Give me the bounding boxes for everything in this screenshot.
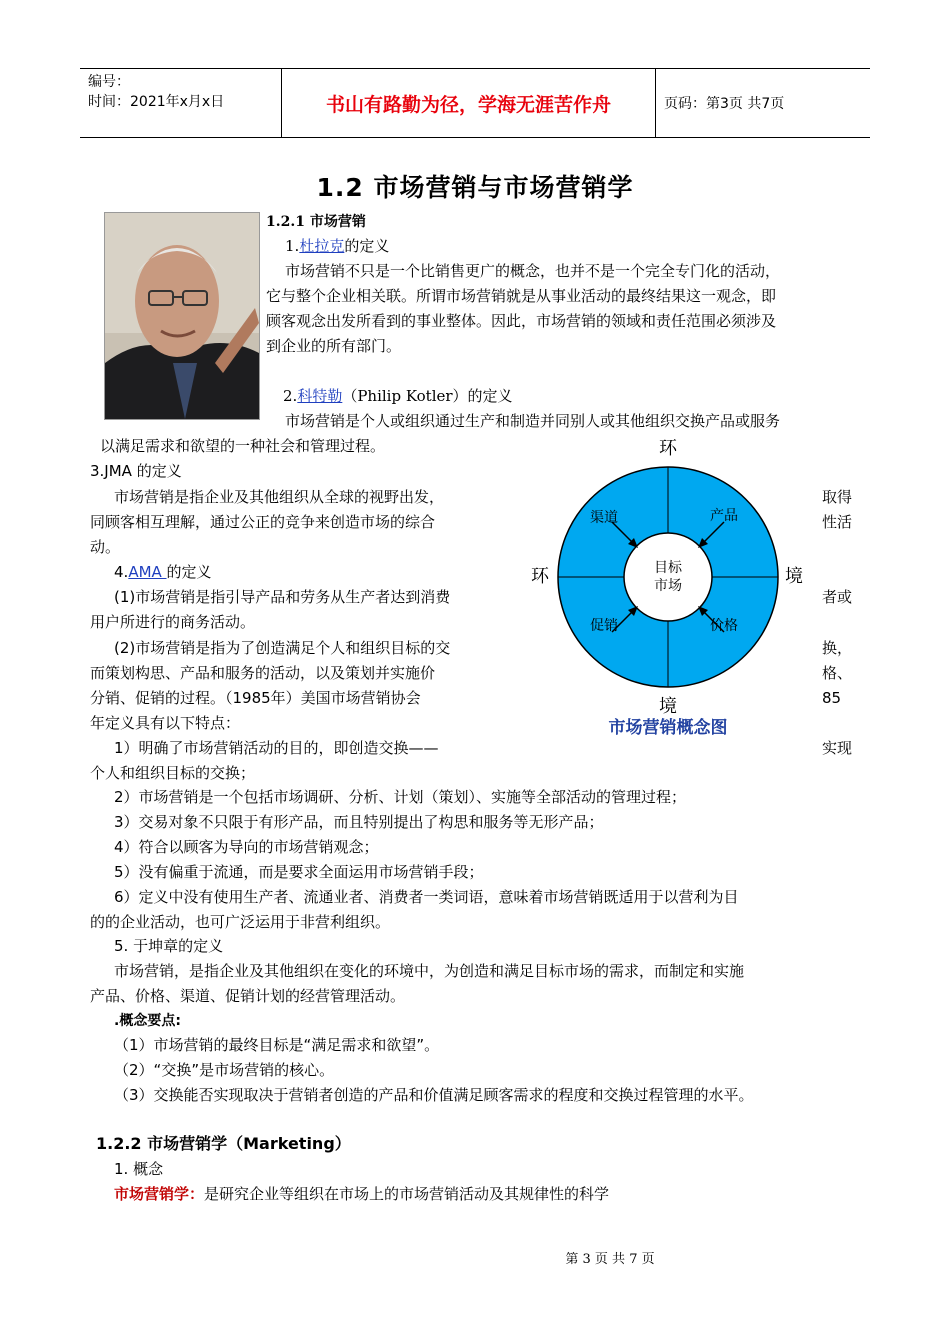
key-point: （3）交换能否实现取决于营销者创造的产品和价值满足顾客需求的程度和交换过程管理的水平。 bbox=[114, 1086, 754, 1104]
def3-right-fragment: 取得 bbox=[822, 488, 853, 506]
def4-right-fragment: 实现 bbox=[822, 739, 853, 757]
def3-line: 动。 bbox=[90, 538, 121, 556]
def2-heading: 2.科特勒（Philip Kotler）的定义 bbox=[283, 387, 513, 405]
feature-item: 6）定义中没有使用生产者、流通业者、消费者一类词语，意味着市场营销既适用于以营利为目 bbox=[114, 888, 739, 906]
key-points-heading: .概念要点: bbox=[114, 1013, 181, 1029]
def3-right-fragment: 性活 bbox=[822, 513, 853, 531]
def2-line: 市场营销是个人或组织通过生产和制造并同别人或其他组织交换产品或服务 bbox=[285, 412, 781, 430]
term-label: 市场营销学： bbox=[114, 1185, 205, 1203]
feature-item: 5）没有偏重于流通，而是要求全面运用市场营销手段； bbox=[114, 863, 484, 881]
section-heading-122: 1.2.2 市场营销学（Marketing） bbox=[96, 1134, 351, 1153]
marketing-science-definition: 市场营销学：是研究企业等组织在市场上的市场营销活动及其规律性的科学 bbox=[114, 1185, 610, 1203]
page-footer: 第 3 页 共 7 页 bbox=[565, 1252, 655, 1267]
time-label: 时间：2021年x月x日 bbox=[88, 94, 225, 110]
key-point: （2）“交换”是市场营销的核心。 bbox=[114, 1061, 335, 1079]
def3-line: 市场营销是指企业及其他组织从全球的视野出发， bbox=[114, 488, 445, 506]
def5-heading: 5. 于坤章的定义 bbox=[114, 937, 224, 955]
header-left-cell bbox=[80, 69, 282, 137]
feature-item: 4）符合以顾客为导向的市场营销观念； bbox=[114, 838, 379, 856]
def4-line: 分销、促销的过程。（1985年）美国市场营销协会 bbox=[90, 689, 421, 707]
def4-right-fragment: 85 bbox=[822, 689, 842, 707]
diagram-caption: 市场营销概念图 bbox=[608, 718, 728, 738]
def4-heading: 4.AMA 的定义 bbox=[114, 563, 212, 581]
header-motto: 书山有路勤为径，学海无涯苦作舟 bbox=[282, 69, 656, 137]
quadrant-channel: 渠道 bbox=[590, 510, 618, 526]
def4-right-fragment: 者或 bbox=[822, 588, 853, 606]
def4-line: (1)市场营销是指引导产品和劳务从生产者达到消费 bbox=[114, 588, 451, 606]
def3-line: 同顾客相互理解，通过公正的竞争来创造市场的综合 bbox=[90, 513, 436, 531]
concept-item: 1. 概念 bbox=[114, 1160, 164, 1178]
env-label-right: 境 bbox=[785, 566, 803, 587]
center-label-2: 市场 bbox=[654, 578, 682, 594]
quadrant-price: 价格 bbox=[710, 618, 738, 634]
def1-line: 它与整个企业相关联。所谓市场营销就是从事业活动的最终结果这一观念，即 bbox=[266, 287, 777, 305]
feature-item: 3）交易对象不只限于有形产品，而且特别提出了构思和服务等无形产品； bbox=[114, 813, 604, 831]
def1-line: 到企业的所有部门。 bbox=[266, 337, 402, 355]
def5-line: 产品、价格、渠道、促销计划的经营管理活动。 bbox=[90, 987, 406, 1005]
quadrant-promotion: 促销 bbox=[590, 618, 618, 634]
center-label-1: 目标 bbox=[654, 560, 682, 576]
def3-heading: 3.JMA 的定义 bbox=[90, 462, 182, 480]
def4-line: (2)市场营销是指为了创造满足个人和组织目标的交 bbox=[114, 639, 451, 657]
def4-right-fragment: 换， bbox=[822, 639, 853, 657]
def2-line: 以满足需求和欲望的一种社会和管理过程。 bbox=[100, 437, 386, 455]
kotler-link[interactable]: 科特勒 bbox=[297, 387, 343, 405]
quadrant-product: 产品 bbox=[710, 508, 738, 524]
env-label-bottom: 境 bbox=[659, 696, 677, 717]
marketing-concept-diagram bbox=[526, 432, 810, 744]
def4-right-fragment: 格、 bbox=[822, 664, 853, 682]
def4-line: 个人和组织目标的交换； bbox=[90, 764, 256, 782]
feature-item: 的的企业活动，也可广泛运用于非营利组织。 bbox=[90, 913, 391, 931]
drucker-link[interactable]: 杜拉克 bbox=[299, 237, 345, 255]
ama-link[interactable]: AMA bbox=[128, 563, 167, 581]
def5-line: 市场营销，是指企业及其他组织在变化的环境中，为创造和满足目标市场的需求，而制定和实施 bbox=[114, 962, 745, 980]
def4-line: 而策划构思、产品和服务的活动，以及策划并实施价 bbox=[90, 664, 436, 682]
def4-line: 用户所进行的商务活动。 bbox=[90, 613, 256, 631]
def1-line: 市场营销不只是一个比销售更广的概念，也并不是一个完全专门化的活动， bbox=[285, 262, 781, 280]
number-label: 编号： bbox=[88, 74, 130, 90]
page-title: 1.2 市场营销与市场营销学 bbox=[316, 173, 634, 202]
feature-item: 2）市场营销是一个包括市场调研、分析、计划（策划）、实施等全部活动的管理过程； bbox=[114, 788, 687, 806]
def4-line: 年定义具有以下特点： bbox=[90, 714, 241, 732]
env-label-top: 环 bbox=[659, 438, 677, 459]
def1-line: 顾客观念出发所看到的事业整体。因此，市场营销的领域和责任范围必须涉及 bbox=[266, 312, 777, 330]
portrait-photo bbox=[104, 212, 260, 420]
header-page-label: 页码：第3页 共7页 bbox=[664, 96, 785, 112]
def4-line: 1）明确了市场营销活动的目的，即创造交换—— bbox=[114, 739, 439, 757]
section-heading-121: 1.2.1 市场营销 bbox=[266, 214, 366, 230]
def1-heading: 1.杜拉克的定义 bbox=[285, 237, 390, 255]
env-label-left: 环 bbox=[531, 566, 549, 587]
key-point: （1）市场营销的最终目标是“满足需求和欲望”。 bbox=[114, 1036, 440, 1054]
page-header bbox=[80, 68, 870, 138]
